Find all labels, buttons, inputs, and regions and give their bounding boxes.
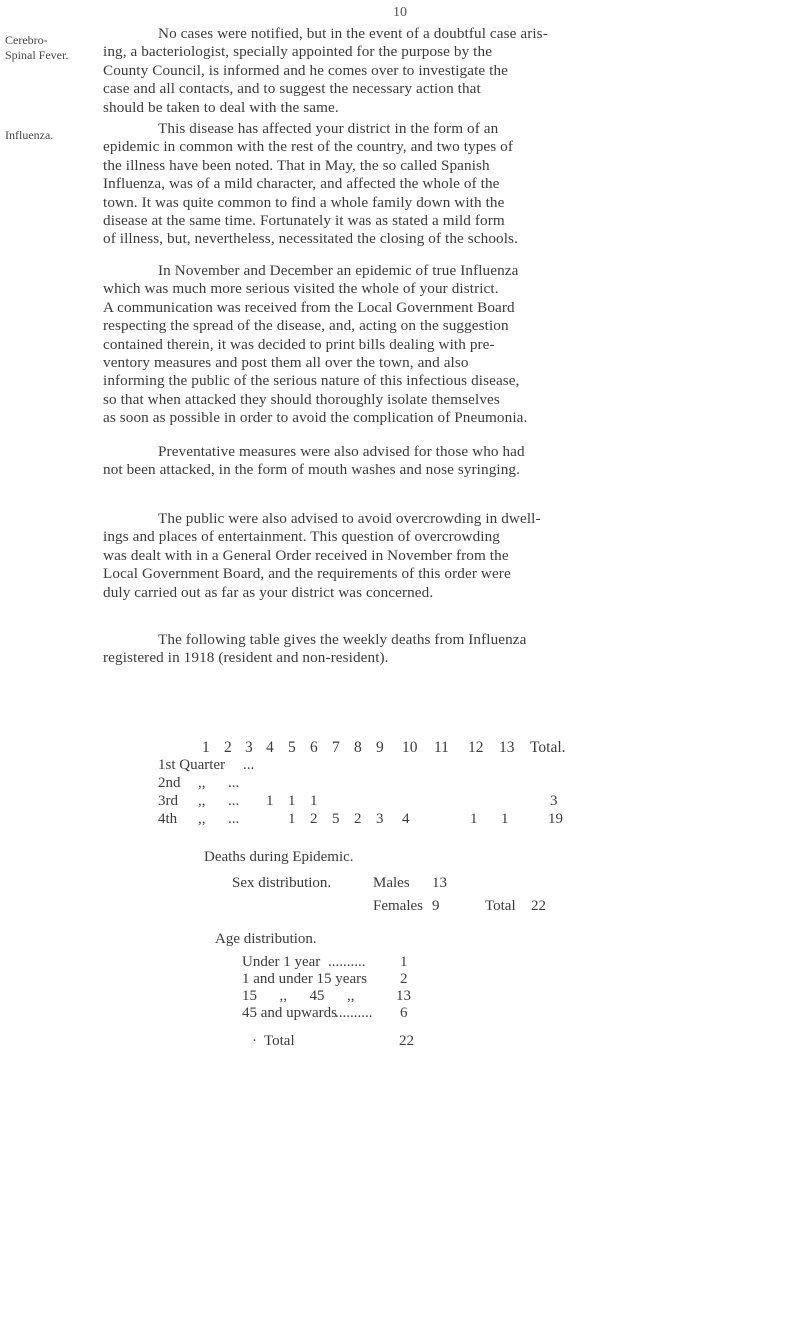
text-line: disease at the same time. Fortunately it was as stated a mild form [103, 212, 505, 230]
text-line: which was much more serious visited the whole of your district. [103, 280, 499, 298]
week-header: 2 [224, 739, 232, 756]
text-line: registered in 1918 (resident and non-resident). [103, 649, 389, 667]
text-line: so that when attacked they should thoroughly isolate themselves [103, 390, 500, 408]
week-header: 8 [354, 739, 362, 756]
age-row-value: 1 [400, 954, 408, 970]
week-header: 3 [245, 739, 253, 756]
text-line: not been attacked, in the form of mouth washes and nose syringing. [103, 461, 520, 479]
text-line: ing, a bacteriologist, specially appointed for the purpose by the [103, 43, 493, 61]
row-ditto-mark: ,, [198, 811, 206, 827]
text-line: Local Government Board, and the requirements of this order were [103, 565, 511, 583]
row-leader-dots: ... [228, 775, 240, 791]
age-row-leader-dots: .......... [328, 954, 366, 970]
row-label-2nd: 2nd [158, 775, 181, 791]
sex-total-value: 22 [531, 898, 546, 914]
table-cell: 1 [288, 811, 296, 827]
age-row-value: 13 [396, 988, 411, 1004]
week-header: 10 [402, 739, 418, 756]
age-row-label: 1 and under 15 years [242, 971, 367, 987]
text-line: In November and December an epidemic of true Influenza [158, 262, 519, 279]
row-total: 19 [548, 811, 563, 827]
margin-note-influenza: Influenza. [5, 128, 54, 142]
age-row-label: 45 and upwards [242, 1005, 337, 1021]
text-line: contained therein, it was decided to print bills dealing with pre- [103, 335, 495, 353]
text-line: as soon as possible in order to avoid the complication of Pneumonia. [103, 409, 528, 427]
text-line: respecting the spread of the disease, and, acting on the suggestion [103, 317, 509, 335]
text-line: ings and places of entertainment. This question of overcrowding [103, 528, 500, 546]
sex-distribution-label: Sex distribution. [232, 875, 332, 891]
text-line: Influenza, was of a mild character, and affected the whole of the [103, 175, 500, 193]
row-leader-dots: ... [228, 793, 240, 809]
sex-total-label: Total [485, 898, 516, 914]
age-row-leader-dots: .......... [335, 1005, 373, 1021]
text-line: of illness, but, nevertheless, necessitated the closing of the schools. [103, 230, 518, 248]
table-cell: 2 [354, 811, 362, 827]
week-header: 7 [332, 739, 340, 756]
table-cell: 1 [266, 793, 274, 809]
total-header: Total. [530, 739, 566, 756]
row-ditto-mark: ,, [198, 793, 206, 809]
text-line: duly carried out as far as your district was concerned. [103, 583, 434, 601]
age-distribution-label: Age distribution. [215, 931, 317, 947]
text-line: This disease has affected your district in the form of an [158, 120, 499, 137]
week-header: 6 [310, 739, 318, 756]
text-line: ventory measures and post them all over the town, and also [103, 354, 469, 372]
row-leader-dots: ... [243, 757, 255, 773]
week-header: 12 [468, 739, 484, 756]
row-label-1st-quarter: 1st Quarter [158, 757, 226, 773]
table-cell: 3 [376, 811, 384, 827]
text-line: No cases were notified, but in the event of a doubtful case aris- [158, 25, 548, 42]
age-total-label: Total [264, 1033, 295, 1049]
week-header: 1 [202, 739, 210, 756]
age-total-value: 22 [399, 1033, 414, 1049]
text-line: town. It was quite common to find a whole family down with the [103, 193, 505, 211]
margin-note-spinal-fever: Spinal Fever. [5, 48, 69, 62]
row-ditto-mark: ,, [198, 775, 206, 791]
epidemic-heading: Deaths during Epidemic. [204, 849, 354, 865]
row-label-4th: 4th [158, 811, 178, 827]
text-line: Preventative measures were also advised for those who had [158, 443, 525, 460]
page-number: 10 [393, 5, 407, 20]
margin-note-cerebro: Cerebro- [5, 33, 48, 47]
text-line: The public were also advised to avoid overcrowding in dwell- [158, 510, 541, 527]
males-value: 13 [432, 875, 447, 891]
week-header: 11 [434, 739, 449, 756]
table-cell: 1 [470, 811, 478, 827]
week-header: 5 [288, 739, 296, 756]
row-label-3rd: 3rd [158, 793, 178, 809]
table-cell: 1 [310, 793, 318, 809]
age-row-label: Under 1 year [242, 954, 321, 970]
table-cell: 5 [332, 811, 340, 827]
row-leader-dots: ... [228, 811, 240, 827]
age-row-value: 2 [400, 971, 408, 987]
week-header: 13 [499, 739, 515, 756]
bullet-marker: · [252, 1033, 257, 1049]
text-line: should be taken to deal with the same. [103, 98, 339, 116]
text-line: was dealt with in a General Order received in November from the [103, 546, 509, 564]
table-cell: 1 [501, 811, 509, 827]
females-label: Females [373, 898, 423, 914]
table-cell: 1 [288, 793, 296, 809]
males-label: Males [373, 875, 410, 891]
text-line: case and all contacts, and to suggest the necessary action that [103, 80, 481, 98]
females-value: 9 [432, 898, 440, 914]
week-header: 4 [266, 739, 274, 756]
week-header: 9 [376, 739, 384, 756]
table-cell: 4 [402, 811, 410, 827]
text-line: informing the public of the serious nature of this infectious disease, [103, 372, 520, 390]
text-line: the illness have been noted. That in May, the so called Spanish [103, 156, 490, 174]
age-row-label: 15 ,, 45 ,, [242, 988, 355, 1004]
text-line: The following table gives the weekly deaths from Influenza [158, 631, 527, 648]
text-line: County Council, is informed and he comes over to investigate the [103, 61, 508, 79]
text-line: A communication was received from the Local Government Board [103, 298, 515, 316]
row-total: 3 [550, 793, 558, 809]
text-line: epidemic in common with the rest of the country, and two types of [103, 138, 513, 156]
table-cell: 2 [310, 811, 318, 827]
age-row-value: 6 [400, 1005, 408, 1021]
